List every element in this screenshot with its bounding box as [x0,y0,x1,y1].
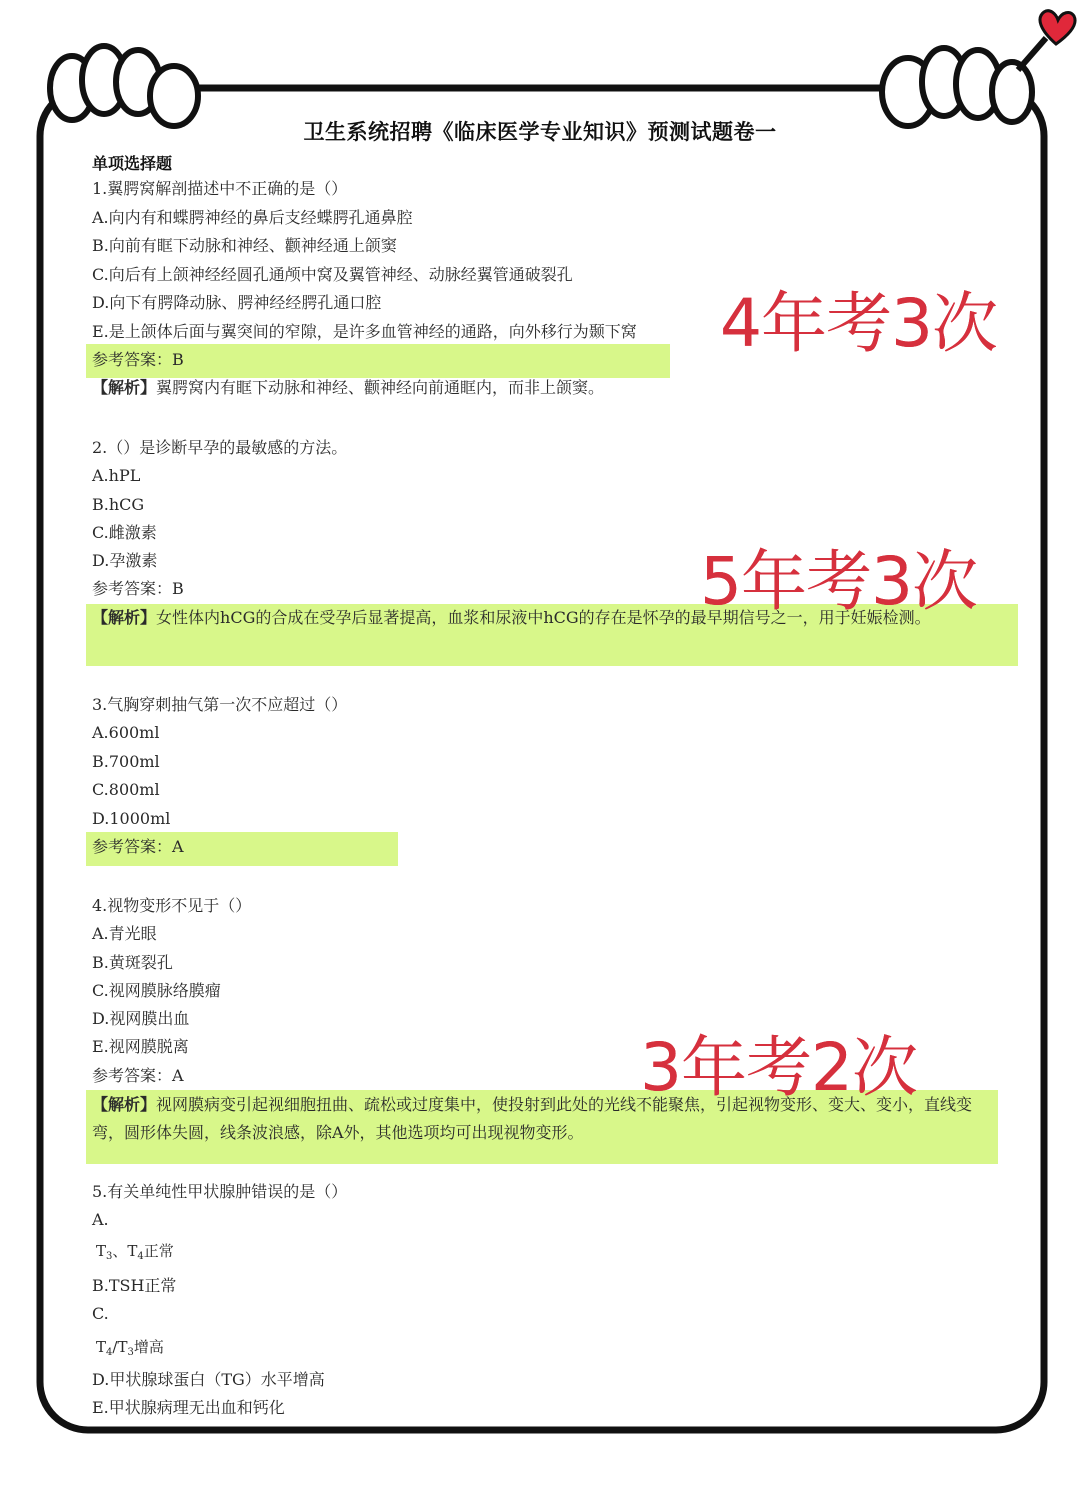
option-a-formula [96,1240,174,1262]
t3-symbol: T [117,1338,128,1356]
option-b: B.700ml [92,752,160,771]
t4-subscript: 4 [137,1251,144,1262]
question-stem: 3.气胸穿刺抽气第一次不应超过（） [92,695,348,714]
option-c-label: C. [92,1304,109,1323]
right-hand-icon [882,38,1046,126]
analysis-tag: 【解析】 [92,378,157,397]
t4-symbol: T [127,1242,138,1260]
option-a: A.向内有和蝶腭神经的鼻后支经蝶腭孔通鼻腔 [92,208,413,227]
option-e: E.是上颌体后面与翼突间的窄隙，是许多血管神经的通路，向外移行为颞下窝 [92,322,637,341]
analysis-body: 女性体内hCG的合成在受孕后显著提高，血浆和尿液中hCG的存在是怀孕的最早期信号之一，用于妊娠检测。 [156,608,931,627]
option-d: D.1000ml [92,809,171,828]
answer-text: 参考答案：A [92,1066,184,1085]
question-stem: 5.有关单纯性甲状腺肿错误的是（） [92,1182,348,1201]
frequency-stamp: 3年考2次 [640,1029,917,1106]
option-b: B.向前有眶下动脉和神经、颧神经通上颌窦 [92,236,397,255]
option-b: B.黄斑裂孔 [92,953,173,972]
question-stem: 4.视物变形不见于（） [92,896,252,915]
option-c: C.视网膜脉络膜瘤 [92,981,221,1000]
t3-subscript: 3 [106,1251,113,1262]
option-c-formula [96,1336,164,1358]
option-a: A.600ml [92,723,160,742]
page-title: 卫生系统招聘《临床医学专业知识》预测试题卷一 [303,120,777,144]
option-a-label: A. [92,1210,109,1229]
frequency-stamp: 5年考3次 [700,543,977,620]
answer-text: 参考答案：B [92,350,184,369]
analysis-text [92,377,604,399]
separator: / [112,1338,118,1356]
answer-text: 参考答案：A [92,837,184,856]
option-d: D.向下有腭降动脉、腭神经经腭孔通口腔 [92,293,382,312]
option-b: B.TSH正常 [92,1276,177,1295]
question-stem: 2.（）是诊断早孕的最敏感的方法。 [92,438,348,457]
left-hand-icon [50,46,198,126]
formula-text: 正常 [143,1242,174,1260]
analysis-tag: 【解析】 [92,608,157,627]
answer-text: 参考答案：B [92,579,184,598]
option-c: C.雌激素 [92,523,157,542]
option-e: E.甲状腺病理无出血和钙化 [92,1398,285,1417]
option-a: A.青光眼 [92,924,157,943]
option-b: B.hCG [92,495,145,514]
analysis-body: 视网膜病变引起视细胞扭曲、疏松或过度集中，使投射到此处的光线不能聚焦，引起视物变形、变大、变小，直线变弯，圆形体失圆，线条波浪感，除A外，其他选项均可出现视物变形。 [92,1095,973,1142]
option-d: D.孕激素 [92,551,158,570]
analysis-tag: 【解析】 [92,1095,157,1114]
frequency-stamp: 4年考3次 [720,285,997,362]
separator: 、 [112,1242,128,1260]
t3-subscript: 3 [127,1347,134,1358]
t3-symbol: T [96,1242,107,1260]
option-c: C.800ml [92,780,160,799]
t4-symbol: T [96,1338,107,1356]
question-stem: 1.翼腭窝解剖描述中不正确的是（） [92,179,348,198]
option-a: A.hPL [92,466,141,485]
option-e: E.视网膜脱离 [92,1037,189,1056]
option-c: C.向后有上颌神经经圆孔通颅中窝及翼管神经、动脉经翼管通破裂孔 [92,265,573,284]
formula-text: 增高 [133,1338,164,1356]
section-heading: 单项选择题 [92,154,173,173]
analysis-body: 翼腭窝内有眶下动脉和神经、颧神经向前通眶内，而非上颌窦。 [156,378,605,397]
option-d: D.视网膜出血 [92,1009,190,1028]
t4-subscript: 4 [106,1347,113,1358]
option-d: D.甲状腺球蛋白（TG）水平增高 [92,1370,325,1389]
